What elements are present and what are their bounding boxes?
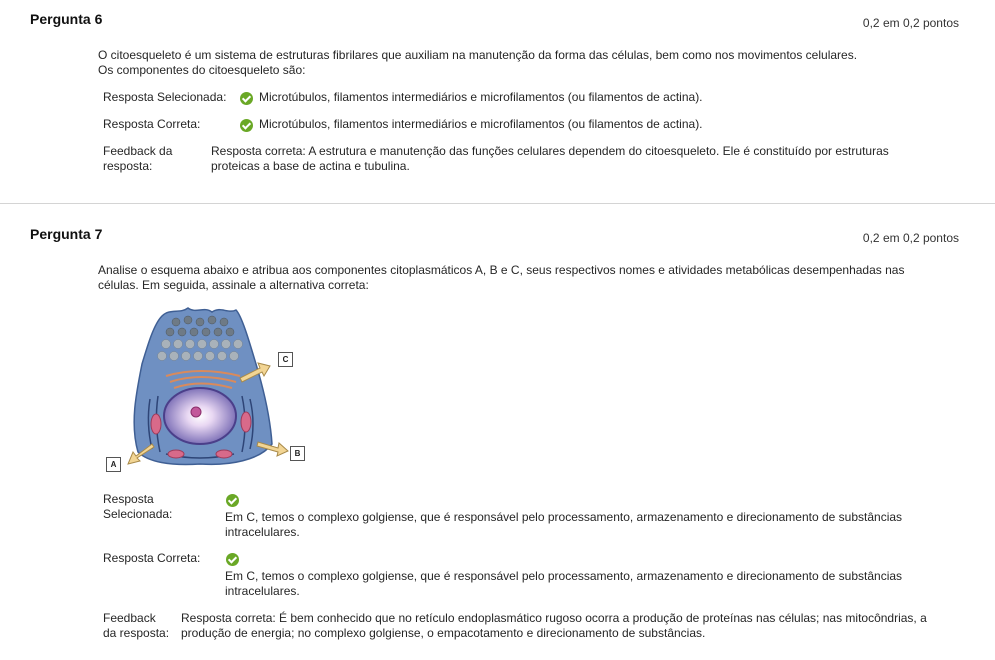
selected-answer-line-2: intracelulares. [225, 525, 300, 539]
question-7-title: Pergunta 7 [30, 226, 103, 242]
question-7-selected-answer [225, 510, 965, 540]
cell-illustration [100, 304, 315, 476]
check-icon [240, 92, 253, 105]
question-6-line-1: O citoesqueleto é um sistema de estruturas fibrilares que auxiliam na manutenção da forma das células, bem como nos movimentos celulares. [98, 48, 858, 62]
question-6-points: 0,2 em 0,2 pontos [862, 16, 959, 30]
question-6-feedback [211, 144, 951, 174]
question-7-points: 0,2 em 0,2 pontos [862, 231, 959, 245]
question-6-correct-answer: Microtúbulos, filamentos intermediários e microfilamentos (ou filamentos de actina). [259, 117, 703, 131]
question-6-selected-label: Resposta Selecionada: [103, 90, 227, 104]
correct-answer-line-2: intracelulares. [225, 584, 300, 598]
feedback-label-line-2: da resposta: [103, 626, 170, 640]
feedback-line-1: Resposta correta: É bem conhecido que no retículo endoplasmático rugoso ocorra a produção de proteínas nas células; nas mitocôndrias, a [181, 611, 927, 625]
feedback-label-line-2: resposta: [103, 159, 153, 173]
question-7-correct-answer [225, 569, 965, 599]
selected-answer-line-1: Em C, temos o complexo golgiense, que é responsável pelo processamento, armazenamento e direcionamento de substâncias [225, 510, 903, 524]
diagram-label-a: A [106, 457, 121, 472]
question-6-title: Pergunta 6 [30, 11, 103, 27]
feedback-label-line-1: Feedback da [103, 144, 173, 158]
diagram-label-b: B [290, 446, 305, 461]
question-7-line-2: células. Em seguida, assinale a alternativa correta: [98, 278, 369, 292]
question-7-feedback-label [103, 611, 169, 641]
question-6-text [98, 48, 948, 78]
selected-label-line-1: Resposta [103, 492, 154, 506]
feedback-label-line-1: Feedback [103, 611, 156, 625]
check-icon [240, 119, 253, 132]
question-7-correct-label: Resposta Correta: [103, 551, 201, 565]
cell-diagram [100, 304, 315, 476]
feedback-line-2: produção de energia; no complexo golgiense, o empacotamento e direcionamento de substâncias. [181, 626, 706, 640]
feedback-line-1: Resposta correta: A estrutura e manutenção das funções celulares dependem do citoesqueleto. Ele é constituído por estruturas [211, 144, 889, 158]
question-7-text [98, 263, 948, 293]
check-icon [226, 494, 239, 507]
selected-label-line-2: Selecionada: [103, 507, 173, 521]
question-6-selected-answer: Microtúbulos, filamentos intermediários e microfilamentos (ou filamentos de actina). [259, 90, 703, 104]
question-6-line-2: Os componentes do citoesqueleto são: [98, 63, 306, 77]
feedback-line-2: proteicas a base de actina e tubulina. [211, 159, 410, 173]
question-6-correct-label: Resposta Correta: [103, 117, 201, 131]
question-divider [0, 203, 995, 204]
check-icon [226, 553, 239, 566]
question-7-line-1: Analise o esquema abaixo e atribua aos componentes citoplasmáticos A, B e C, seus respectivos nomes e atividades metabólicas desempenhadas nas [98, 263, 905, 277]
correct-answer-line-1: Em C, temos o complexo golgiense, que é responsável pelo processamento, armazenamento e direcionamento de substâncias [225, 569, 903, 583]
question-7-feedback [181, 611, 971, 641]
question-7-selected-label [103, 492, 172, 522]
diagram-label-c: C [278, 352, 293, 367]
question-6-feedback-label [103, 144, 172, 174]
